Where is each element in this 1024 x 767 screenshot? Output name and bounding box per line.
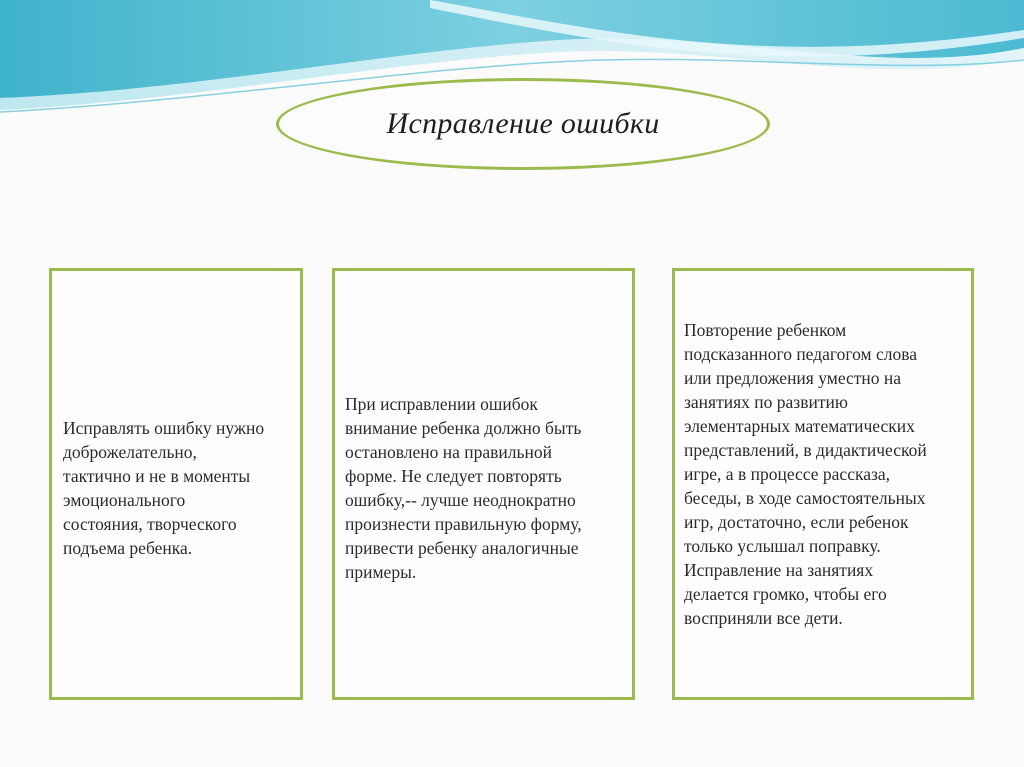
card-text-1: Исправлять ошибку нужно доброжелательно, тактично и не в моменты эмоционального состояния, творческого подъема ребенка. <box>63 418 265 558</box>
info-card-2 <box>332 268 635 700</box>
card-text-3: Повторение ребенком подсказанного педагогом слова или предложения уместно на занятиях по развитию элементарных математических представлений, в дидактической игре, а в процессе рассказа, беседы, в ходе самостоятельных игр, достаточно, если ребенок только услышал поправку. Исправление на занятиях делается громко, чтобы его восприняли все дети. <box>684 320 927 628</box>
info-card-3 <box>672 268 974 700</box>
slide-title: Исправление ошибки <box>386 107 660 140</box>
info-card-1 <box>49 268 303 700</box>
card-text-2: При исправлении ошибок внимание ребенка должно быть остановлено на правильной форме. Не следует повторять ошибку,-- лучше неоднократно произнести правильную форму, привести ребенку аналогичные примеры. <box>345 394 582 582</box>
title-oval <box>276 78 770 170</box>
